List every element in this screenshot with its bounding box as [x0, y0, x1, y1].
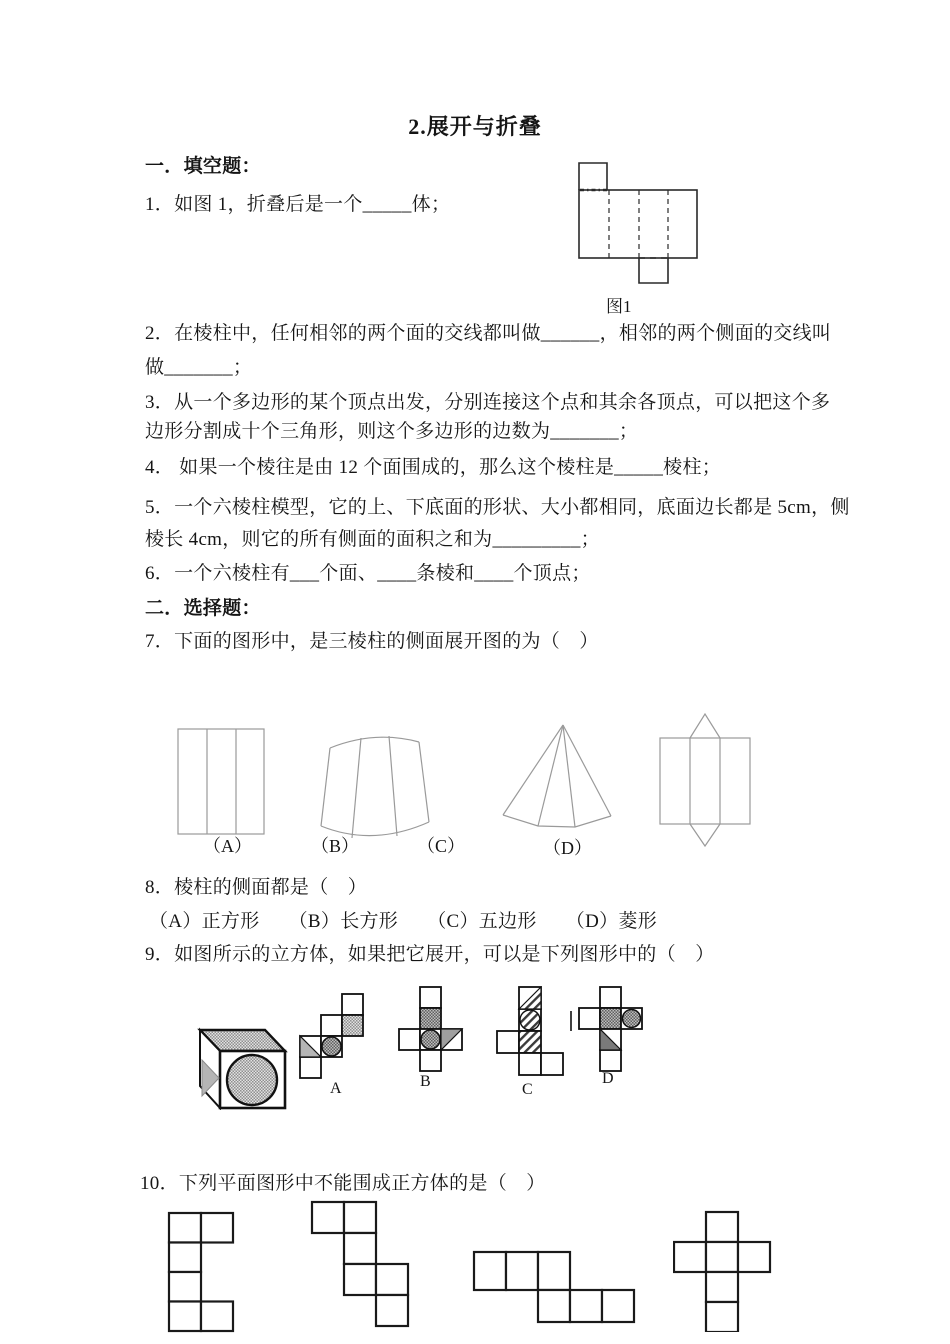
question-7-text: 7．下面的图形中，是三棱柱的侧面展开图的为（ ） — [145, 631, 599, 652]
net-bottom-tab — [639, 258, 668, 283]
net-top-tab — [579, 163, 607, 190]
q9-separator-tick — [569, 1011, 573, 1031]
section-choice-heading: 二．选择题： — [145, 598, 261, 619]
net-main-rect — [579, 190, 697, 258]
question-6-text: 6．一个六棱柱有___个面、____条棱和____个顶点； — [145, 563, 591, 584]
figure1-cuboid-net-diagram — [560, 156, 710, 316]
question-2-line2: 做_______； — [145, 357, 253, 378]
question-1-text: 1．如图 1，折叠后是一个_____体； — [145, 194, 451, 215]
net-a-circle — [322, 1037, 341, 1056]
q9-label-c: C — [522, 1081, 533, 1098]
q10-net-2-staircase — [310, 1200, 412, 1330]
question-8-text: 8．棱柱的侧面都是（ ） — [145, 877, 368, 898]
q9-cube-figure — [195, 1018, 295, 1110]
net-fold-lines — [609, 190, 668, 258]
question-10-text: 10．下列平面图形中不能围成正方体的是（ ） — [140, 1173, 546, 1194]
q9-net-c — [496, 986, 566, 1078]
q9-net-d — [578, 986, 646, 1074]
question-5-line1: 5．一个六棱柱模型，它的上、下底面的形状、大小都相同，底面边长都是 5cm，侧 — [145, 497, 850, 518]
q10-net-1-c-shape — [167, 1211, 237, 1333]
section-fill-in-heading: 一．填空题： — [145, 156, 261, 177]
q7-label-a: （A） — [203, 836, 252, 856]
question-2-line1: 2．在棱柱中，任何相邻的两个面的交线都叫做______，相邻的两个侧面的交线叫 — [145, 323, 832, 344]
q7-label-d: （D） — [543, 838, 592, 858]
q7-label-b: （B） — [311, 836, 360, 856]
question-9-text: 9．如图所示的立方体，如果把它展开，可以是下列图形中的（ ） — [145, 944, 715, 965]
q7-option-a-rectangle-strips — [176, 726, 268, 838]
q9-label-b: B — [420, 1073, 431, 1090]
q9-label-d: D — [602, 1070, 614, 1087]
q7-option-c-triangle-fan — [498, 718, 618, 834]
q9-label-a: A — [330, 1080, 342, 1097]
q10-net-4-cross — [673, 1210, 773, 1332]
q7-option-b-fan-strips — [318, 726, 432, 848]
q10-net-3-zigzag — [472, 1250, 638, 1326]
net-b-circle — [421, 1030, 440, 1049]
question-3-line1: 3．从一个多边形的某个顶点出发，分别连接这个点和其余各顶点，可以把这个多 — [145, 392, 831, 413]
cube-front-circle — [227, 1055, 277, 1105]
worksheet-title: 2.展开与折叠 — [408, 114, 542, 139]
q9-net-a — [299, 993, 367, 1083]
question-4-text: 4． 如果一个棱往是由 12 个面围成的，那么这个棱柱是_____棱柱； — [145, 457, 722, 478]
q7-label-c: （C） — [417, 836, 466, 856]
net-d-circle — [623, 1010, 641, 1028]
figure1-caption: 图1 — [606, 297, 632, 316]
q7-option-d-prism-net — [653, 708, 757, 850]
net-c-circle — [520, 1010, 540, 1030]
question-5-line2: 棱长 4cm，则它的所有侧面的面积之和为_________； — [145, 529, 600, 550]
question-3-line2: 边形分割成十个三角形，则这个多边形的边数为_______； — [145, 421, 639, 442]
q9-net-b — [398, 986, 466, 1076]
question-8-options: （A）正方形 （B）长方形 （C）五边形 （D）菱形 — [149, 911, 657, 932]
